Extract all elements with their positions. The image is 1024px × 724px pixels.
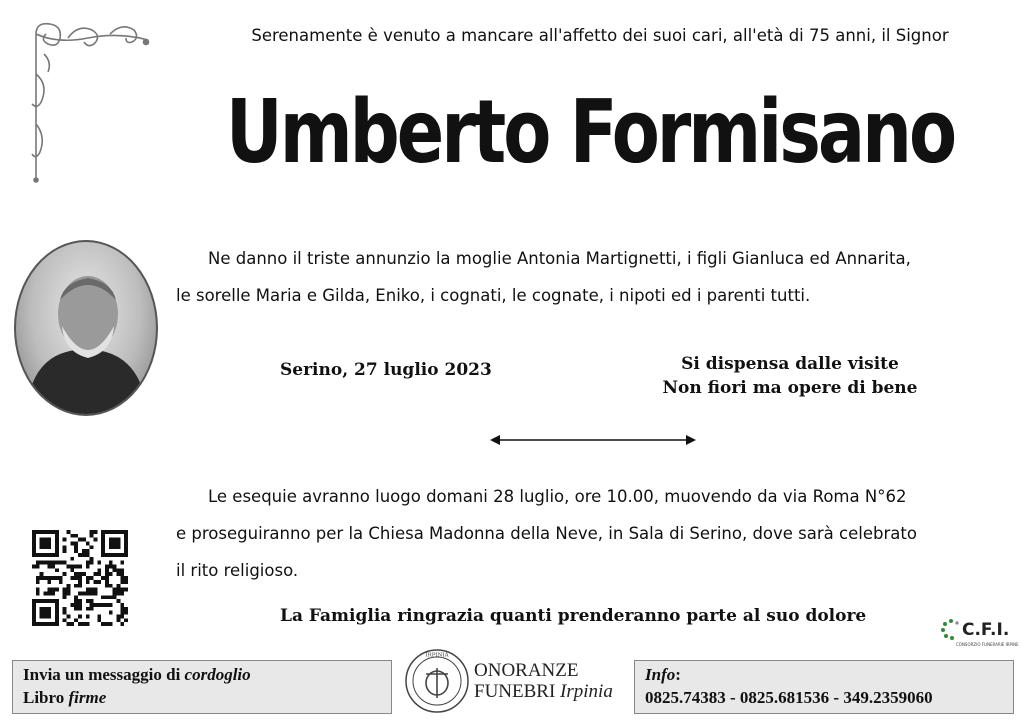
- announcement: [176, 240, 1011, 314]
- cfi-dots: [940, 618, 962, 640]
- info-colon: :: [675, 665, 681, 684]
- funeral-line-3: il rito religioso.: [176, 561, 299, 580]
- condolence-message-link[interactable]: [23, 665, 251, 685]
- onoranze-emblem-icon: [404, 648, 470, 714]
- info-box: [634, 660, 1014, 714]
- funeral-details: [176, 478, 1016, 589]
- funeral-line-1: Le esequie avranno luogo domani 28 luglio, ore 10.00, muovendo da via Roma N°62: [208, 487, 907, 506]
- cfi-label: C.F.I.: [962, 620, 1010, 640]
- condolence-prefix: Invia un messaggio di: [23, 665, 185, 684]
- qr-code-icon[interactable]: [32, 530, 128, 626]
- deceased-name: Umberto Formisano: [225, 80, 955, 183]
- announcement-line-2: le sorelle Maria e Gilda, Eniko, i cognati, le cognate, i nipoti ed i parenti tutti.: [176, 286, 811, 305]
- condolence-italic: cordoglio: [184, 665, 251, 684]
- double-arrow-icon: [490, 432, 696, 448]
- notes-line-2: Non fiori ma opere di bene: [662, 378, 918, 398]
- guestbook-prefix: Libro: [23, 688, 69, 707]
- intro-text: Serenamente è venuto a mancare all'affetto dei suoi cari, all'età di 75 anni, il Signor: [251, 26, 949, 45]
- brand-line-2: [474, 681, 613, 702]
- brand-line-2-prefix: FUNEBRI: [474, 681, 561, 702]
- funeral-line-2: e proseguiranno per la Chiesa Madonna della Neve, in Sala di Serino, dove sarà celebrato: [176, 524, 917, 543]
- corner-flourish-icon: [18, 14, 158, 186]
- cfi-logo-icon: [940, 618, 1019, 652]
- info-label: Info: [645, 665, 676, 684]
- notes: [640, 352, 940, 400]
- phone-numbers[interactable]: 0825.74383 - 0825.681536 - 349.2359060: [645, 688, 933, 707]
- cfi-subtitle: CONSORZIO FUNERARIE IRPINE: [956, 642, 1019, 647]
- portrait-photo: [14, 240, 158, 416]
- logo-arc-text: IRPINIA: [425, 652, 449, 659]
- announcement-line-1: Ne danno il triste annunzio la moglie Antonia Martignetti, i figli Gianluca ed Annarita,: [208, 249, 911, 268]
- brand-line-1: ONORANZE: [474, 660, 579, 681]
- brand-line-2-italic: Irpinia: [560, 681, 613, 702]
- condolence-box[interactable]: [12, 660, 392, 714]
- guestbook-link[interactable]: [23, 688, 106, 708]
- guestbook-italic: firme: [68, 688, 107, 707]
- thanks-text: La Famiglia ringrazia quanti prenderanno parte al suo dolore: [280, 606, 867, 626]
- info-label-row: [645, 665, 681, 685]
- notes-line-1: Si dispensa dalle visite: [681, 354, 899, 374]
- portrait-silhouette: [16, 242, 156, 414]
- place-date: Serino, 27 luglio 2023: [280, 360, 492, 380]
- onoranze-brand: [474, 660, 613, 702]
